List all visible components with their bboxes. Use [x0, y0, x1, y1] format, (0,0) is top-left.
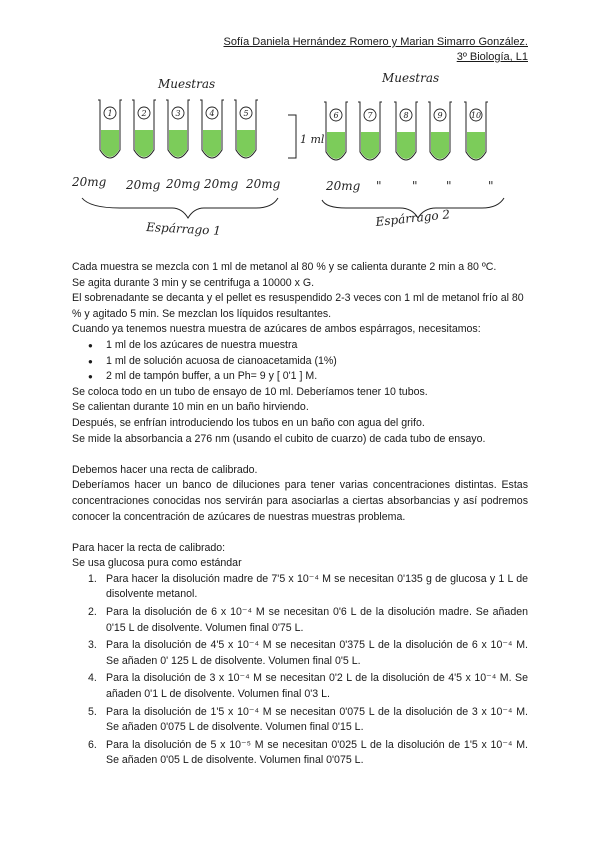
step-item [72, 738, 528, 769]
procedure-p1: Se coloca todo en un tubo de ensayo de 10 ml. Deberíamos tener 10 tubos. [72, 385, 428, 398]
right-tube-number-6: 6 [333, 111, 339, 120]
step-number: 3. [88, 639, 97, 652]
right-liquid-9 [431, 132, 449, 159]
right-tube-number-8: 8 [403, 111, 409, 120]
step-text: Para la disolución de 4'5 x 10⁻⁴ M se necesitan 0'375 L de la disolución de 6 x 10⁻⁴ M. Se añaden 0' 125 L de disolvente. Volumen final 0'5 L. [106, 639, 528, 667]
tubes-sketch [60, 68, 540, 250]
page-header [224, 35, 528, 65]
volume-label: 1 ml [300, 133, 325, 146]
mass-label-4: 20mg [204, 177, 239, 191]
step-number: 6. [88, 738, 97, 751]
right-tube-number-7: 7 [367, 111, 373, 120]
ditto-mark-3: " [446, 179, 452, 193]
recta-p2: Se usa glucosa pura como estándar [72, 557, 242, 570]
ditto-mark-4: " [488, 179, 494, 193]
step-text: Para la disolución de 6 x 10⁻⁴ M se necesitan 0'6 L de la disolución madre. Se añaden 0'15 L de disolvente. Volumen final 0'75 L. [106, 606, 528, 634]
step-text: Para la disolución de 1'5 x 10⁻⁴ M se necesitan 0'075 L de la disolución de 3 x 10⁻⁴ M. Se añaden 0'075 L de disolvente. Volumen final 0'15 L. [106, 705, 528, 734]
group-label-left: Espárrago 1 [145, 220, 222, 238]
calib-p1: Debemos hacer una recta de calibrado. [72, 463, 258, 476]
tube-group-right [324, 102, 488, 160]
step-item [72, 605, 528, 636]
intro-p1: Cada muestra se mezcla con 1 ml de metanol al 80 % y se calienta durante 2 min a 80 ºC. [72, 261, 497, 273]
left-tube-number-2: 2 [141, 109, 147, 118]
needs-item: ● 1 ml de solución acuosa de cianoacetamida (1%) [72, 354, 528, 370]
step-text: Para hacer la disolución madre de 7'5 x 10⁻⁴ M se necesitan 0'135 g de glucosa y 1 L de disolvente metanol. [106, 572, 528, 601]
right-liquid-7 [361, 132, 379, 159]
recta-p1: Para hacer la recta de calibrado: [72, 541, 226, 554]
right-liquid-10 [467, 132, 485, 159]
step-number: 4. [88, 672, 97, 685]
mass-label-3: 20mg [166, 177, 201, 191]
authors-line: Sofía Daniela Hernández Romero y Marian Simarro González. [223, 36, 528, 48]
step-number: 2. [88, 606, 97, 619]
right-tube-number-10: 10 [470, 111, 482, 120]
tube-group-left [98, 100, 258, 158]
procedure-p4: Se mide la absorbancia a 276 nm (usando el cubito de cuarzo) de cada tubo de ensayo. [72, 432, 486, 445]
ditto-mark-2: " [412, 179, 418, 193]
course-line: 3º Biología, L1 [456, 51, 528, 63]
procedure-p3: Después, se enfrían introduciendo los tubos en un baño con agua del grifo. [72, 416, 425, 429]
step-number: 1. [88, 572, 97, 585]
mass-label-6: 20mg [326, 179, 361, 193]
right-liquid-8 [397, 132, 415, 159]
step-item [72, 705, 528, 736]
document-body [72, 260, 528, 771]
group-label-right: Espárrago 2 [374, 207, 451, 229]
left-tube-number-5: 5 [243, 109, 249, 118]
label-muestras-left: Muestras [158, 77, 216, 91]
left-liquid-3 [169, 130, 187, 157]
step-number: 5. [88, 705, 97, 718]
left-liquid-2 [135, 130, 153, 157]
dilution-steps [72, 572, 528, 769]
needs-item: ● 1 ml de los azúcares de nuestra muestra [72, 338, 528, 354]
left-liquid-4 [203, 130, 221, 157]
mass-label-2: 20mg [126, 178, 161, 192]
left-tube-number-3: 3 [175, 109, 181, 118]
calib-p2: Deberíamos hacer un banco de diluciones para tener varias concentraciones distintas. Estas concentraciones conocidas nos servirán para asociarlas a ciertas absorbancias y así podremos conocer la concentración de azúcares de nuestras muestras problema. [72, 479, 528, 523]
step-text: Para la disolución de 5 x 10⁻⁵ M se necesitan 0'025 L de la disolución de 1'5 x 10⁻⁴ M. Se añaden 0'05 L de disolvente. Volumen final 0'075 L. [106, 738, 528, 767]
left-tube-number-4: 4 [209, 109, 215, 118]
needs-list [72, 338, 528, 385]
intro-p2: Se agita durante 3 min y se centrifuga a 10000 x G. [72, 276, 315, 289]
step-item [72, 638, 528, 669]
left-liquid-1 [101, 130, 119, 157]
left-liquid-5 [237, 130, 255, 157]
label-muestras-right: Muestras [382, 71, 440, 85]
step-item [72, 671, 528, 702]
right-liquid-6 [327, 132, 345, 159]
mass-label-1: 20mg [72, 175, 107, 189]
mass-label-5: 20mg [246, 177, 281, 191]
left-tube-number-1: 1 [107, 109, 113, 118]
volume-bracket [288, 115, 296, 158]
ditto-mark-1: " [376, 179, 382, 193]
step-item [72, 572, 528, 603]
step-text: Para la disolución de 3 x 10⁻⁴ M se necesitan 0'2 L de la disolución de 4'5 x 10⁻⁴ M. Se añaden 0'1 L de disolvente. Volumen final 0'3 L. [106, 672, 528, 701]
intro-p4: Cuando ya tenemos nuestra muestra de azúcares de ambos espárragos, necesitamos: [72, 323, 481, 336]
procedure-p2: Se calientan durante 10 min en un baño hirviendo. [72, 401, 309, 414]
brace-left [82, 198, 278, 218]
right-tube-number-9: 9 [437, 111, 443, 120]
needs-item: ● 2 ml de tampón buffer, a un Ph= 9 y [ 0'1 ] M. [72, 369, 528, 385]
intro-p3: El sobrenadante se decanta y el pellet es resuspendido 2-3 veces con 1 ml de metanol frío al 80 % y agitado 5 min. Se mezclan los líquidos resultantes. [72, 292, 524, 320]
